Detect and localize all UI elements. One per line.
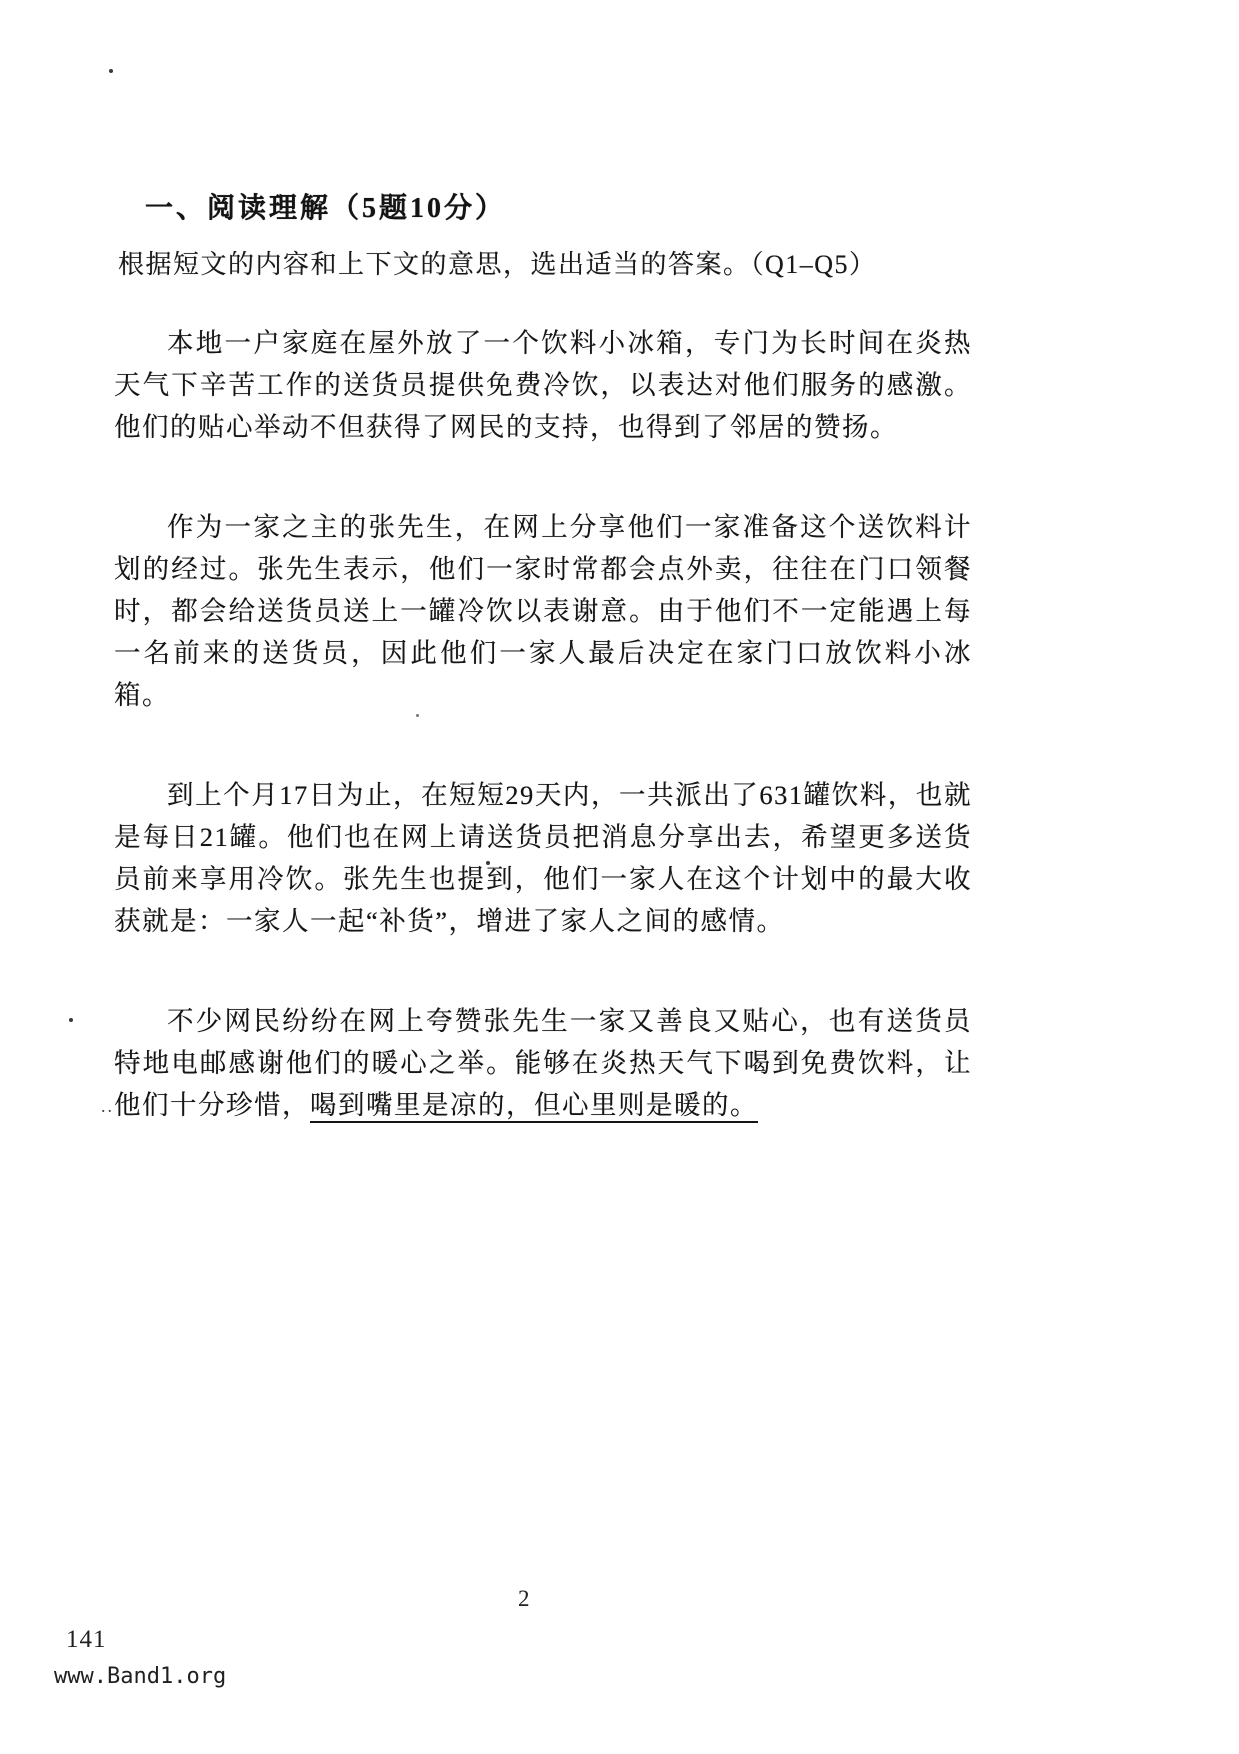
- paragraph-4-lead: 不少网民纷纷在网上夸赞张先生一家又善良又贴心，也有送货员特地电邮感谢他们的暖心之举。能够在炎热天气下喝到免费饮料，让他们十分珍惜，: [114, 1006, 972, 1120]
- page-number: 2: [518, 1586, 530, 1611]
- scan-artifact-dot: [69, 1018, 73, 1022]
- instruction-text: 根据短文的内容和上下文的意思，选出适当的答案。（Q1–Q5）: [118, 250, 877, 279]
- passage-paragraph-2: 作为一家之主的张先生，在网上分享他们一家准备这个送饮料计划的经过。张先生表示，他们一家时常都会点外卖，往往在门口领餐时，都会给送货员送上一罐冷饮以表谢意。由于他们不一定能遇上每一名前来的送货员，因此他们一家人最后决定在家门口放饮料小冰箱。: [114, 512, 972, 710]
- passage: [114, 322, 972, 1184]
- scan-artifact-dot: [109, 69, 113, 73]
- footer-site-url: www.Band1.org: [54, 1664, 227, 1689]
- paragraph-4-underlined-phrase: 喝到嘴里是凉的，但心里则是暖的。: [310, 1090, 758, 1120]
- passage-paragraph-1: 本地一户家庭在屋外放了一个饮料小冰箱，专门为长时间在炎热天气下辛苦工作的送货员提供免费冷饮，以表达对他们服务的感激。他们的贴心举动不但获得了网民的支持，也得到了邻居的赞扬。: [114, 328, 972, 442]
- passage-paragraph-4: [114, 1000, 972, 1126]
- scan-artifact-dots: ..: [101, 1096, 114, 1116]
- passage-paragraph-3: 到上个月17日为止，在短短29天内，一共派出了631罐饮料，也就是每日21罐。他们也在网上请送货员把消息分享出去，希望更多送货员前来享用冷饮。张先生也提到，他们一家人在这个计划中的最大收获就是：一家人一起“补货”，增进了家人之间的感情。: [114, 780, 972, 936]
- section-title: 一、阅读理解（5题10分）: [145, 193, 507, 224]
- footer-left-number: 141: [66, 1626, 107, 1653]
